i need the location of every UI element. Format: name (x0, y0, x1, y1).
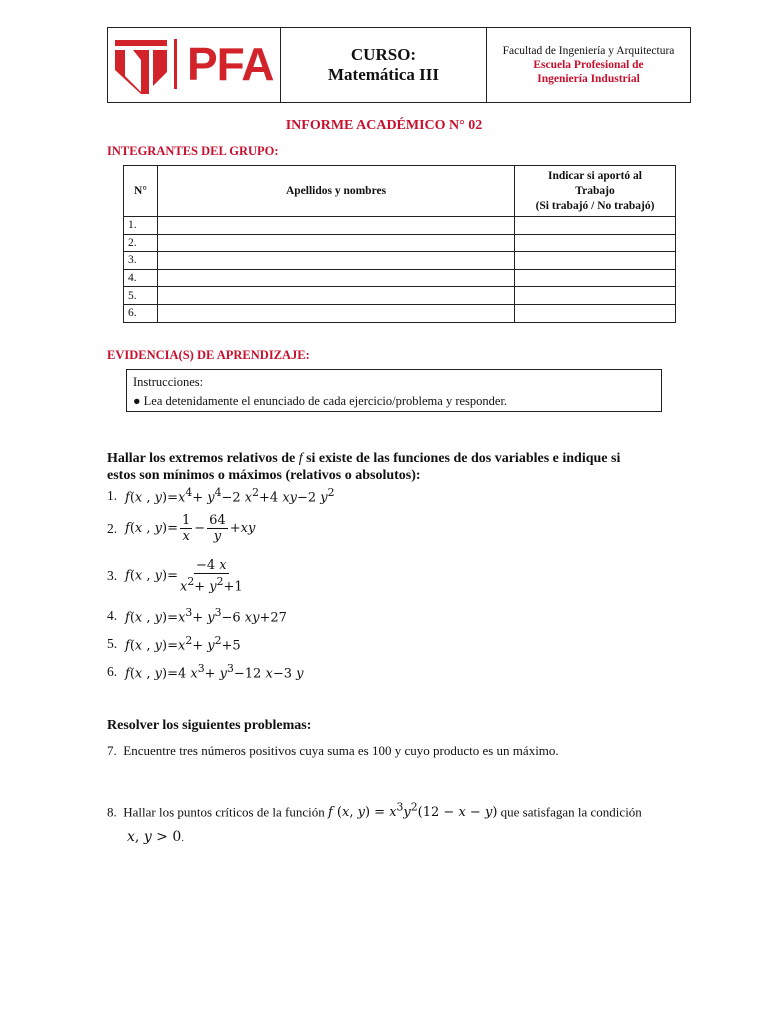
instructions-box (126, 369, 662, 412)
table-row (124, 287, 676, 305)
col-contribution-line1: Indicar si aportó al (547, 169, 643, 182)
logo-divider (174, 39, 177, 89)
problem-8-condition: x, y > 0. (127, 829, 185, 845)
contribution-cell[interactable] (515, 252, 676, 270)
group-label: INTEGRANTES DEL GRUPO: (107, 144, 279, 158)
exercise-number: 1. (107, 487, 118, 503)
name-cell[interactable] (158, 217, 515, 235)
row-number: 5. (124, 287, 158, 305)
contribution-cell[interactable] (515, 304, 676, 322)
school-line1: Escuela Profesional de (533, 59, 644, 71)
row-number: 6. (124, 304, 158, 322)
exercise-number: 3. (107, 568, 118, 584)
row-number: 2. (124, 234, 158, 252)
course-label: CURSO: (350, 45, 417, 64)
exercise-number: 6. (107, 663, 118, 679)
name-cell[interactable] (158, 304, 515, 322)
row-number: 1. (124, 217, 158, 235)
table-row (124, 304, 676, 322)
col-names: Apellidos y nombres (158, 166, 515, 217)
problem-number: 7. (107, 743, 117, 758)
exercise-2: 2. f(x , y)= $\frac{1}{x}$ − $\frac{64}{y}$ +xy (107, 513, 256, 544)
intro-text-a: Hallar los extremos relativos de (107, 451, 299, 466)
exercise-6: 6. f(x , y)=4 $x^3+ y^3-12$ x−3 y (107, 662, 304, 682)
instructions-item: ● Lea detenidamente el enunciado de cada ejercicio/problema y responder. (133, 394, 508, 408)
course-box (281, 28, 487, 102)
problem-8-text-b: que satisfagan la condición (500, 804, 642, 820)
problem-number: 8. (107, 804, 117, 820)
problem-7-text: Encuentre tres números positivos cuya suma es 100 y cuyo producto es un máximo. (123, 743, 559, 758)
crest-icon (111, 36, 171, 96)
name-cell[interactable] (158, 287, 515, 305)
university-logo (108, 28, 281, 102)
instructions-title: Instrucciones: (133, 375, 204, 389)
problem-7 (107, 743, 667, 759)
problem-8-text-a: Hallar los puntos críticos de la función (123, 804, 325, 820)
row-number: 4. (124, 269, 158, 287)
col-contribution (515, 166, 676, 217)
table-row (124, 269, 676, 287)
name-cell[interactable] (158, 252, 515, 270)
faculty-box (487, 28, 690, 102)
school-line2: Ingeniería Industrial (537, 73, 640, 85)
exercise-1: 1. f(x , $y)=x^4+ y^4-2$ $x^2+4$ xy−2 $y^2$ (107, 486, 335, 506)
section1-intro (107, 450, 667, 484)
table-row (124, 234, 676, 252)
name-cell[interactable] (158, 234, 515, 252)
table-row (124, 217, 676, 235)
members-table (123, 165, 676, 323)
col-number: N° (124, 166, 158, 217)
col-contribution-line2: Trabajo (575, 184, 615, 197)
name-cell[interactable] (158, 269, 515, 287)
exercise-number: 5. (107, 635, 118, 651)
contribution-cell[interactable] (515, 269, 676, 287)
contribution-cell[interactable] (515, 287, 676, 305)
evidence-label: EVIDENCIA(S) DE APRENDIZAJE: (107, 348, 310, 362)
contribution-cell[interactable] (515, 234, 676, 252)
intro-f: f (298, 451, 303, 466)
col-contribution-line3: (Si trabajó / No trabajó) (535, 199, 655, 212)
exercise-5: 5. f(x , $y)=x^2+ y^2+5$ (107, 634, 241, 654)
report-title: INFORME ACADÉMICO N° 02 (285, 118, 483, 133)
row-number: 3. (124, 252, 158, 270)
contribution-cell[interactable] (515, 217, 676, 235)
table-row (124, 252, 676, 270)
faculty-name: Facultad de Ingeniería y Arquitectura (502, 45, 675, 57)
table-header-row (124, 166, 676, 217)
section2-title: Resolver los siguientes problemas: (107, 718, 312, 733)
course-name: Matemática III (328, 65, 439, 84)
problem-8 (107, 801, 687, 820)
exercise-3: 3. f(x , y)= $\frac{-4 x}{x^2+ y^2+1}$ (107, 558, 243, 595)
problem-8-formula: f (x, $y) = x^3y^2(12 - x - y)$ (327, 801, 498, 821)
intro-text-b: si existe de las funciones de dos variables e indique si (302, 451, 621, 466)
exercise-number: 2. (107, 520, 118, 536)
exercise-number: 4. (107, 607, 118, 623)
intro-text-line2: estos son mínimos o máximos (relativos o absolutos): (107, 468, 421, 483)
document-header (107, 27, 691, 103)
exercise-4: 4. f(x , $y)=x^3+ y^3-6$ xy+27 (107, 606, 287, 626)
logo-text: PFA (187, 38, 274, 90)
